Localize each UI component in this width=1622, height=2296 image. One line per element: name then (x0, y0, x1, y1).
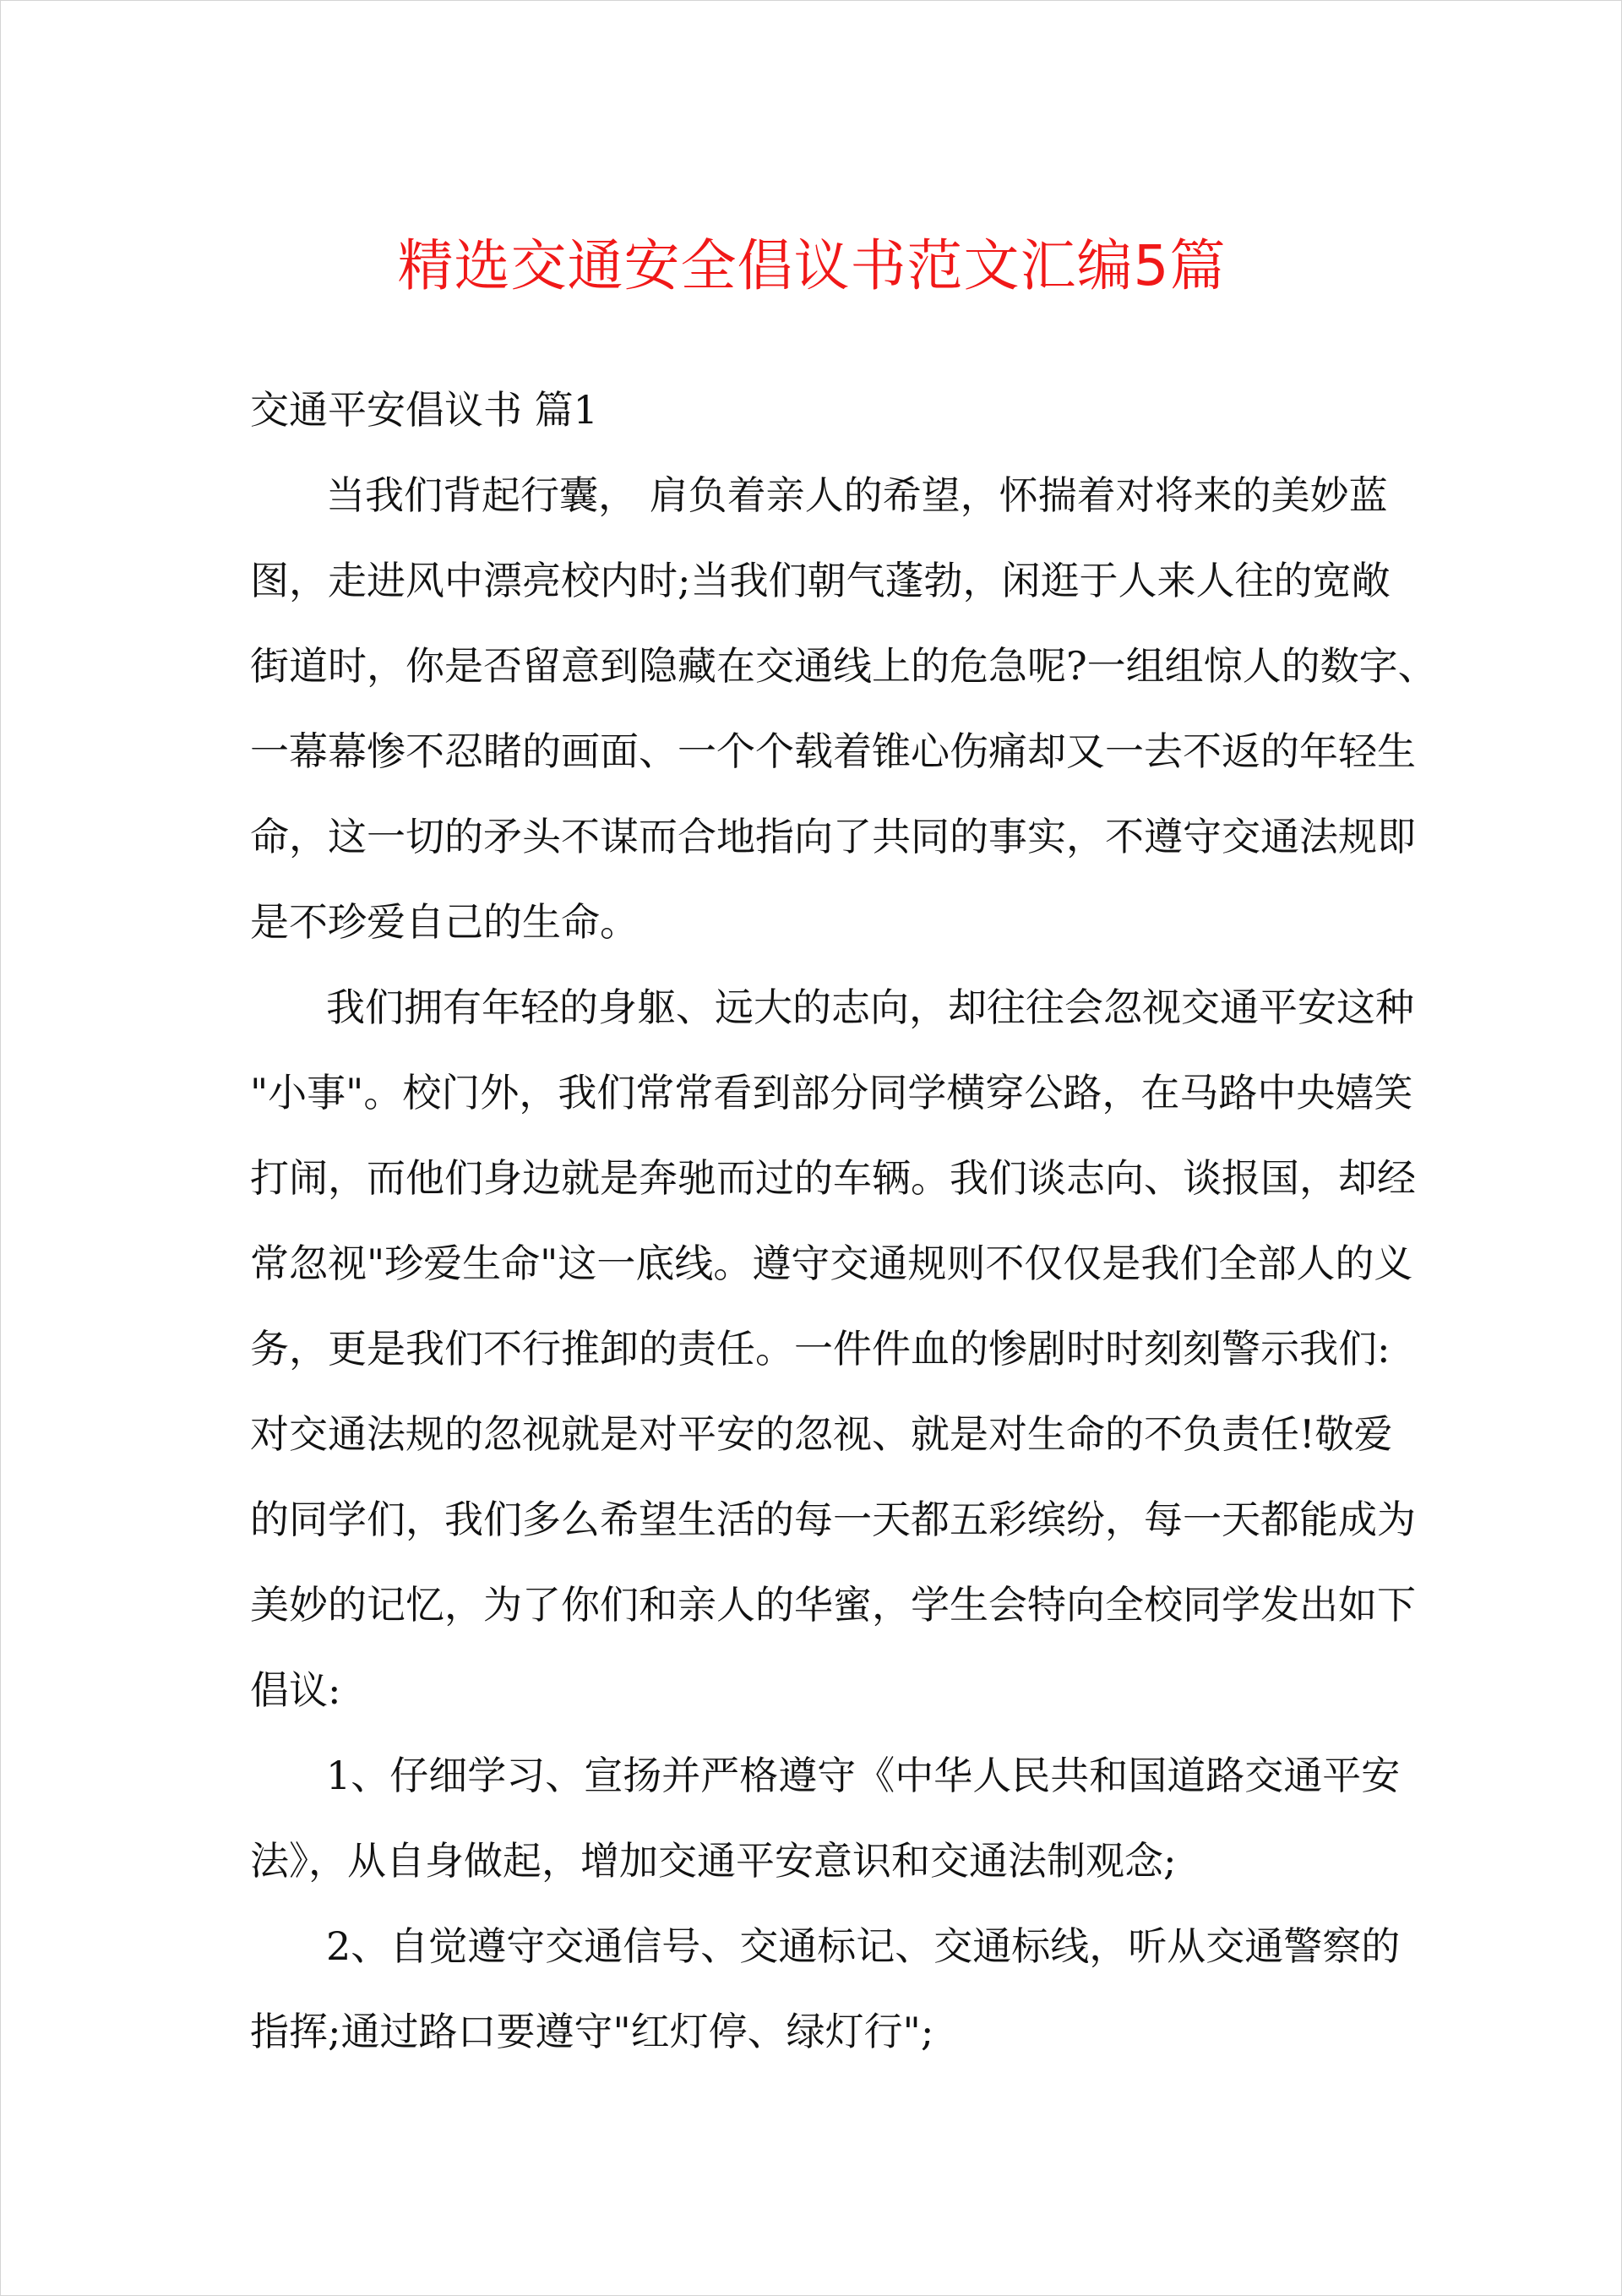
paragraph-line: 美妙的记忆，为了你们和亲人的华蜜，学生会特向全校同学发出如下 (250, 1582, 1416, 1628)
paragraph-line: 务，更是我们不行推卸的责任。一件件血的惨剧时时刻刻警示我们: (250, 1326, 1391, 1372)
paragraph-line: 常忽视"珍爱生命"这一底线。遵守交通规则不仅仅是我们全部人的义 (250, 1241, 1413, 1286)
paragraph-line: 一幕幕惨不忍睹的画面、一个个载着锥心伤痛却又一去不返的年轻生 (250, 728, 1416, 774)
paragraph-line: 街道时，你是否留意到隐藏在交通线上的危急呢?一组组惊人的数字、 (250, 643, 1437, 689)
paragraph-line: 指挥;通过路口要遵守"红灯停、绿灯行"; (250, 2009, 934, 2054)
paragraph-line: 倡议: (250, 1667, 341, 1713)
paragraph-line: "小事"。校门外，我们常常看到部分同学横穿公路，在马路中央嬉笑 (250, 1070, 1413, 1115)
paragraph-line: 当我们背起行囊， 肩负着亲人的希望，怀揣着对将来的美妙蓝 (326, 472, 1388, 518)
paragraph-line: 的同学们，我们多么希望生活的每一天都五彩缤纷，每一天都能成为 (250, 1497, 1416, 1542)
paragraph-line: 对交通法规的忽视就是对平安的忽视、就是对生命的不负责任!敬爱 (250, 1411, 1393, 1457)
paragraph-line: 命，这一切的矛头不谋而合地指向了共同的事实，不遵守交通法规即 (250, 814, 1416, 859)
paragraph-line: 我们拥有年轻的身躯、远大的志向，却往往会忽视交通平安这种 (326, 984, 1414, 1030)
paragraph-line: 2、自觉遵守交通信号、交通标记、交通标线，听从交通警察的 (326, 1923, 1401, 1969)
paragraph-line: 打闹，而他们身边就是奔驰而过的车辆。我们谈志向、谈报国，却经 (250, 1155, 1416, 1201)
section-heading: 交通平安倡议书 篇1 (250, 387, 598, 433)
document-body (250, 368, 1437, 2075)
paragraph-line: 是不珍爱自己的生命。 (250, 899, 639, 945)
paragraph-line: 图，走进风中漂亮校内时;当我们朝气蓬勃，闲逛于人来人往的宽敞 (250, 558, 1391, 603)
document-title: 精选交通安全倡议书范文汇编5篇 (397, 233, 1227, 298)
paragraph-line: 法》，从自身做起，增加交通平安意识和交通法制观念; (250, 1838, 1177, 1884)
paragraph-line: 1、仔细学习、宣扬并严格遵守《中华人民共和国道路交通平安 (326, 1753, 1401, 1798)
